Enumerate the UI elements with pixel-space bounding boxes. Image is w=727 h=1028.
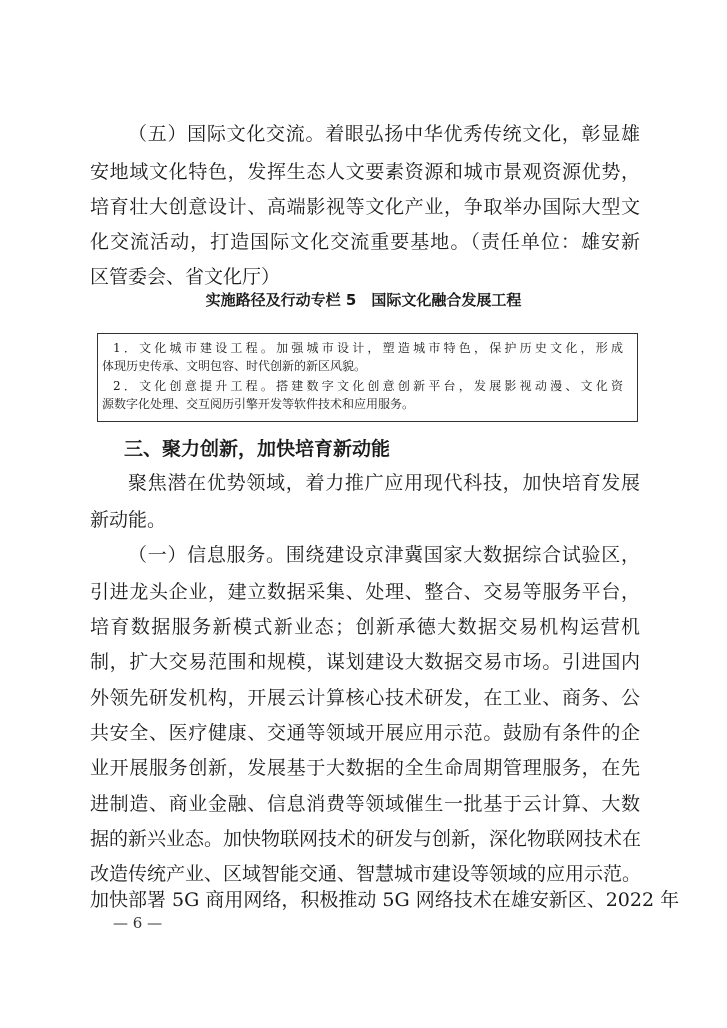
text-line: （五）国际文化交流。着眼弘扬中华优秀传统文化，彰显雄 [128, 123, 640, 145]
text-line: 加快部署 5G 商用网络，积极推动 5G 网络技术在雄安新区、2022 年 [90, 889, 680, 911]
chapter-heading: 三、聚力创新，加快培育新动能 [124, 438, 391, 460]
text-line: 区管委会、省文化厅） [90, 266, 281, 288]
text-line: 培育壮大创意设计、高端影视等文化产业，争取举办国际大型文 [90, 196, 640, 218]
text-line: 引进龙头企业，建立数据采集、处理、整合、交易等服务平台， [90, 581, 640, 603]
box-text-line: 源数字化处理、交互阅历引擎开发等软件技术和应用服务。 [102, 397, 415, 411]
text-line: （一）信息服务。围绕建设京津冀国家大数据综合试验区， [128, 544, 640, 566]
text-line: 进制造、商业金融、信息消费等领域催生一批基于云计算、大数 [90, 793, 640, 815]
action-column-box [97, 333, 638, 422]
text-line: 化交流活动，打造国际文化交流重要基地。（责任单位：雄安新 [90, 231, 640, 253]
text-line: 共安全、医疗健康、交通等领域开展应用示范。鼓励有条件的企 [90, 722, 640, 744]
text-line: 据的新兴业态。加快物联网技术的研发与创新，深化物联网技术在 [90, 828, 642, 850]
text-line: 新动能。 [90, 509, 167, 531]
text-line: 业开展服务创新，发展基于大数据的全生命周期管理服务，在先 [90, 757, 640, 779]
text-line: 制，扩大交易范围和规模，谋划建设大数据交易市场。引进国内 [90, 651, 640, 673]
column-box-title: 实施路径及行动专栏 5 国际文化融合发展工程 [205, 291, 522, 309]
box-text-line: 体现历史传承、文明包容、时代创新的新区风貌。 [102, 359, 367, 373]
text-line: 外领先研发机构，开展云计算核心技术研发，在工业、商务、公 [90, 687, 640, 709]
text-line: 培育数据服务新模式新业态；创新承德大数据交易机构运营机 [90, 616, 640, 638]
box-text-line: 1．文化城市建设工程。加强城市设计，塑造城市特色，保护历史文化，形成 [113, 341, 623, 355]
text-line: 安地域文化特色，发挥生态人文要素资源和城市景观资源优势， [90, 161, 640, 183]
page-number: — 6 — [113, 914, 163, 932]
text-line: 聚焦潜在优势领域，着力推广应用现代科技，加快培育发展 [128, 472, 640, 494]
text-line: 改造传统产业、区域智能交通、智慧城市建设等领域的应用示范。 [90, 863, 642, 885]
box-text-line: 2．文化创意提升工程。搭建数字文化创意创新平台，发展影视动漫、文化资 [113, 379, 623, 393]
